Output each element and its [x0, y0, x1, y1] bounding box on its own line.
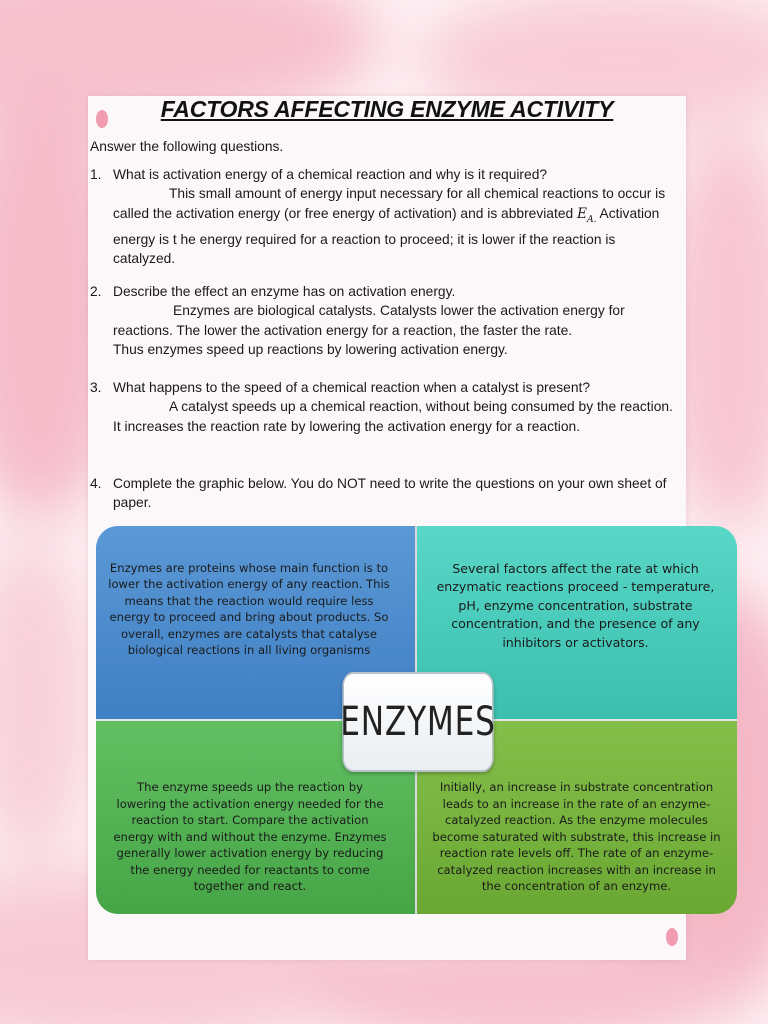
- question-1: [90, 165, 675, 269]
- worksheet-title: FACTORS AFFECTING ENZYME ACTIVITY: [160, 96, 614, 122]
- question-number: 4.: [90, 476, 102, 491]
- question-number: 1.: [90, 167, 102, 182]
- question-text: Complete the graphic below. You do NOT need to write the questions on your own sheet of paper.: [113, 476, 667, 511]
- question-number: 3.: [90, 380, 102, 395]
- enzymes-graphic-organizer: [96, 526, 737, 914]
- question-4: [90, 474, 675, 513]
- center-label-box: ENZYMES: [342, 672, 493, 772]
- question-2: [90, 282, 675, 360]
- question-number: 2.: [90, 284, 102, 299]
- answer-text-continued: Thus enzymes speed up reactions by lowering activation energy.: [113, 342, 508, 358]
- quadrant-top-right: Several factors affect the rate at which enzymatic reactions proceed - temperature, pH, enzyme concentration, substrate concentration, and the presence of any inhibitors or activators.: [416, 526, 737, 720]
- instructions: Answer the following questions.: [90, 139, 284, 154]
- question-text: What happens to the speed of a chemical reaction when a catalyst is present?: [113, 380, 591, 395]
- question-text: What is activation energy of a chemical reaction and why is it required?: [113, 167, 548, 182]
- answer-text: This small amount of energy input necessary for all chemical reactions to occur is called the activation energy (or free energy of activation) and is abbreviated $E_{A.}$ Activation energy is t he energy required for a reaction to proceed; it is lower if the reaction is catalyzed.: [113, 186, 666, 267]
- quadrant-bottom-left: The enzyme speeds up the reaction by lowering the activation energy needed for the reaction to start. Compare the activation energy with and without the enzyme. Enzymes generally lower activation energy by reducing the energy needed for reactants to come together and react.: [96, 720, 416, 914]
- pink-dot-decoration: [666, 928, 678, 946]
- answer-text: A catalyst speeds up a chemical reaction, without being consumed by the reaction. It increases the reaction rate by lowering the activation energy for a reaction.: [113, 399, 673, 434]
- quadrant-top-left: Enzymes are proteins whose main function is to lower the activation energy of any reaction. This means that the reaction would require less energy to proceed and bring about products. So overall, enzymes are catalysts that catalyse biological reactions in all living organisms: [96, 526, 416, 720]
- activation-energy-symbol: $E_{A.}$: [577, 205, 597, 225]
- answer-text: Enzymes are biological catalysts. Catalysts lower the activation energy for reactions. The lower the activation energy for a reaction, the faster the rate.: [113, 303, 625, 338]
- question-3: [90, 378, 675, 436]
- quadrant-bottom-right: Initially, an increase in substrate concentration leads to an increase in the rate of an enzyme-catalyzed reaction. As the enzyme molecules become saturated with substrate, this increase in reaction rate levels off. The rate of an enzyme-catalyzed reaction increases with an increase in the concentration of an enzyme.: [416, 720, 737, 914]
- question-text: Describe the effect an enzyme has on activation energy.: [113, 284, 456, 299]
